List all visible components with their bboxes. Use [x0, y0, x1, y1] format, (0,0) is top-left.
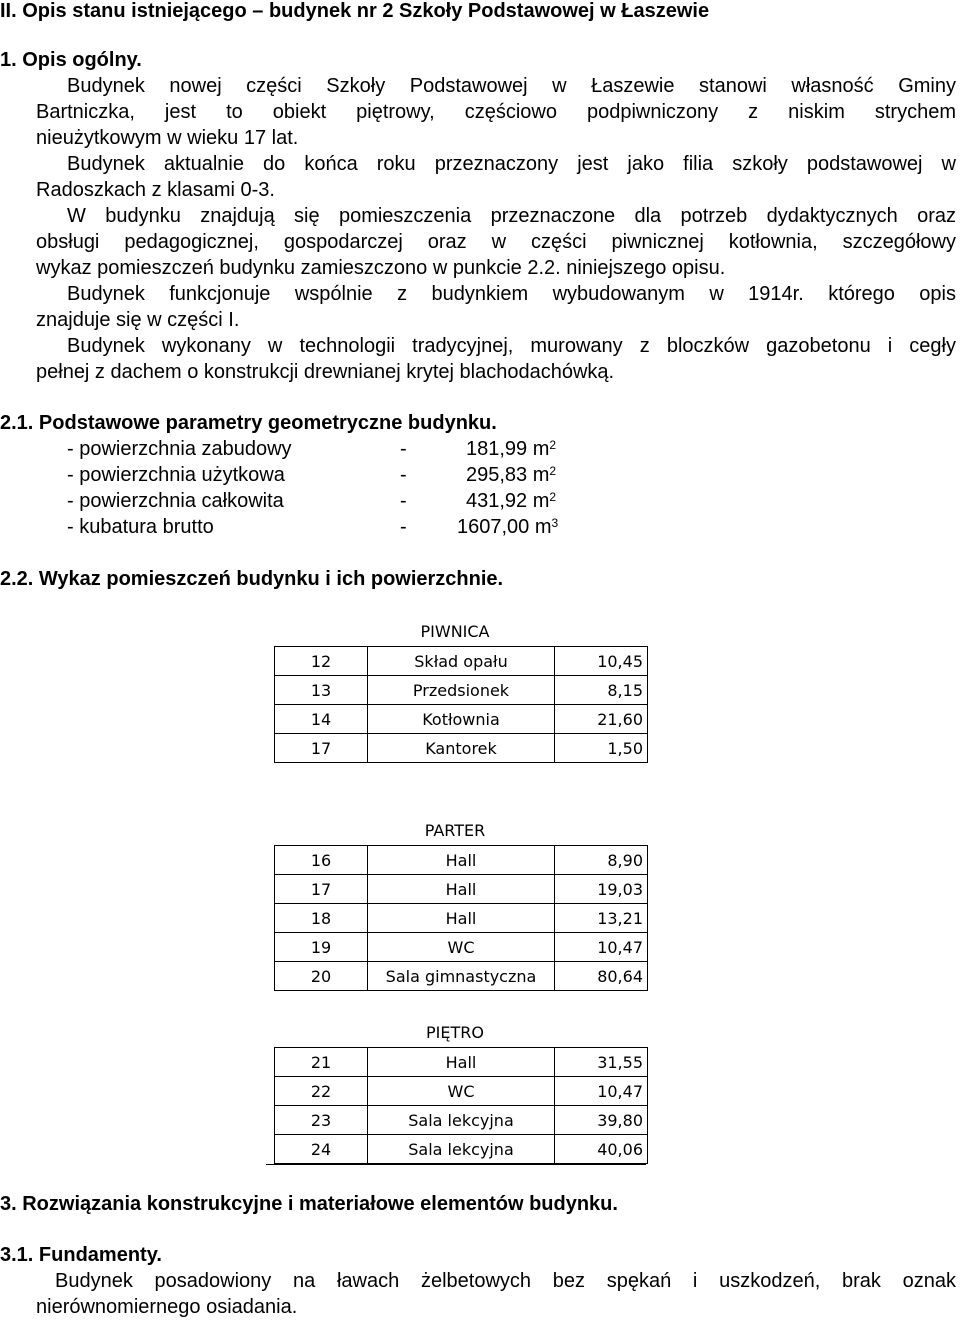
- room-name: Sala gimnastyczna: [368, 962, 555, 991]
- general-line: obsługi pedagogicznej, gospodarczej oraz w części piwnicznej kotłownia, szczegółowy: [36, 231, 956, 253]
- param-value: 431,92 $m^2$: [466, 490, 557, 512]
- general-line: pełnej z dachem o konstrukcji drewnianej krytej blachodachówką.: [36, 361, 615, 383]
- room-area: 19,03: [555, 875, 648, 904]
- room-number: 19: [275, 933, 368, 962]
- param-dash: -: [400, 438, 407, 460]
- room-number: 20: [275, 962, 368, 991]
- table-row: [275, 875, 648, 904]
- param-label: - powierzchnia całkowita: [67, 490, 284, 512]
- table-caption-basement: PIWNICA: [420, 622, 490, 641]
- general-line: wykaz pomieszczeń budynku zamieszczono w punkcie 2.2. niniejszego opisu.: [36, 257, 726, 279]
- room-name: Kotłownia: [368, 705, 555, 734]
- rooms-table-ground-floor: [274, 845, 648, 991]
- general-line: Budynek funkcjonuje wspólnie z budynkiem wybudowanym w 1914r. którego opis: [67, 283, 956, 305]
- foundations-line: nierównomiernego osiadania.: [36, 1296, 298, 1318]
- room-name: Hall: [368, 875, 555, 904]
- table-row: [275, 846, 648, 875]
- section-heading: II. Opis stanu istniejącego – budynek nr 2 Szkoły Podstawowej w Łaszewie: [0, 0, 710, 22]
- room-number: 13: [275, 676, 368, 705]
- room-name: Hall: [368, 846, 555, 875]
- room-number: 17: [275, 875, 368, 904]
- general-heading: 1. Opis ogólny.: [0, 49, 142, 71]
- param-dash: -: [400, 516, 407, 538]
- general-line: nieużytkowym w wieku 17 lat.: [36, 127, 299, 149]
- foundations-heading: 3.1. Fundamenty.: [0, 1244, 162, 1266]
- param-value: 1607,00 $m^3$: [457, 516, 559, 538]
- room-number: 24: [275, 1135, 368, 1164]
- table-row: [275, 1048, 648, 1077]
- room-area: 8,15: [555, 676, 648, 705]
- general-line: znajduje się w części I.: [36, 309, 240, 331]
- rooms-table-first-floor: [274, 1047, 648, 1164]
- room-number: 21: [275, 1048, 368, 1077]
- table-row: [275, 933, 648, 962]
- room-name: Hall: [368, 904, 555, 933]
- foundations-line: Budynek posadowiony na ławach żelbetowych bez spękań i uszkodzeń, brak oznak: [55, 1270, 956, 1292]
- param-label: - powierzchnia zabudowy: [67, 438, 292, 460]
- room-area: 21,60: [555, 705, 648, 734]
- param-value: 295,83 $m^2$: [466, 464, 557, 486]
- params-heading: 2.1. Podstawowe parametry geometryczne budynku.: [0, 412, 497, 434]
- table-row: [275, 1135, 648, 1164]
- param-dash: -: [400, 464, 407, 486]
- general-line: Radoszkach z klasami 0-3.: [36, 179, 275, 201]
- param-label: - kubatura brutto: [67, 516, 214, 538]
- room-number: 23: [275, 1106, 368, 1135]
- general-line: Bartniczka, jest to obiekt piętrowy, częściowo podpiwniczony z niskim strychem: [36, 101, 956, 123]
- general-line: Budynek wykonany w technologii tradycyjnej, murowany z bloczków gazobetonu i cegły: [67, 335, 956, 357]
- general-line: Budynek nowej części Szkoły Podstawowej w Łaszewie stanowi własność Gminy: [67, 75, 956, 97]
- room-name: Skład opału: [368, 647, 555, 676]
- room-name: Hall: [368, 1048, 555, 1077]
- param-exponent: 3: [551, 516, 559, 530]
- table-row: [275, 676, 648, 705]
- table-row: [275, 647, 648, 676]
- section3-heading: 3. Rozwiązania konstrukcyjne i materiałowe elementów budynku.: [0, 1193, 618, 1215]
- room-area: 31,55: [555, 1048, 648, 1077]
- param-dash: -: [400, 490, 407, 512]
- room-area: 13,21: [555, 904, 648, 933]
- room-area: 10,45: [555, 647, 648, 676]
- room-number: 18: [275, 904, 368, 933]
- table-caption-ground-floor: PARTER: [424, 821, 486, 840]
- room-number: 14: [275, 705, 368, 734]
- table-row: [275, 962, 648, 991]
- room-number: 22: [275, 1077, 368, 1106]
- room-name: Sala lekcyjna: [368, 1135, 555, 1164]
- param-value: 181,99 $m^2$: [466, 438, 557, 460]
- param-exponent: 2: [549, 438, 557, 452]
- room-name: Sala lekcyjna: [368, 1106, 555, 1135]
- table-row: [275, 705, 648, 734]
- rooms-table-basement: [274, 646, 648, 763]
- room-area: 10,47: [555, 1077, 648, 1106]
- room-area: 1,50: [555, 734, 648, 763]
- room-name: Przedsionek: [368, 676, 555, 705]
- table-row: [275, 1077, 648, 1106]
- room-number: 17: [275, 734, 368, 763]
- room-area: 8,90: [555, 846, 648, 875]
- rooms-heading: 2.2. Wykaz pomieszczeń budynku i ich powierzchnie.: [0, 568, 504, 590]
- room-area: 10,47: [555, 933, 648, 962]
- param-label: - powierzchnia użytkowa: [67, 464, 285, 486]
- table-row: [275, 904, 648, 933]
- room-area: 80,64: [555, 962, 648, 991]
- table-row: [275, 734, 648, 763]
- room-name: WC: [368, 933, 555, 962]
- general-line: Budynek aktualnie do końca roku przeznaczony jest jako filia szkoły podstawowej w: [67, 153, 956, 175]
- room-number: 16: [275, 846, 368, 875]
- param-exponent: 2: [549, 490, 557, 504]
- table-bottom-rule: [266, 1164, 646, 1165]
- table-row: [275, 1106, 648, 1135]
- room-name: WC: [368, 1077, 555, 1106]
- room-area: 39,80: [555, 1106, 648, 1135]
- room-name: Kantorek: [368, 734, 555, 763]
- param-exponent: 2: [549, 464, 557, 478]
- room-area: 40,06: [555, 1135, 648, 1164]
- room-number: 12: [275, 647, 368, 676]
- table-caption-first-floor: PIĘTRO: [426, 1023, 484, 1042]
- general-line: W budynku znajdują się pomieszczenia przeznaczone dla potrzeb dydaktycznych oraz: [67, 205, 956, 227]
